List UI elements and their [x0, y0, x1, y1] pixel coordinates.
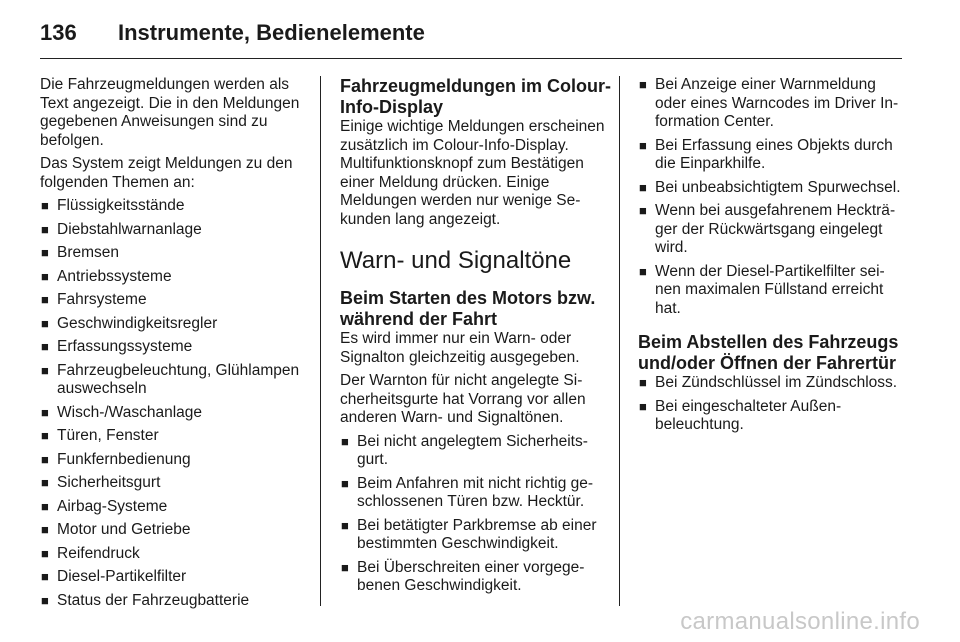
- list-item: ■ Erfassungssysteme: [41, 338, 193, 355]
- list-item: ■ Bei eingeschalteter Außenbeleuchtung.: [639, 397, 842, 433]
- list-item: ■ Bei nicht angelegtem Sicherheitsgurt.: [341, 432, 588, 468]
- list-item: ■ Bei Erfassung eines Objekts durch die Einparkhilfe.: [639, 136, 893, 172]
- bullet-icon: ■: [341, 475, 349, 491]
- bullet-icon: ■: [341, 559, 349, 575]
- intro-paragraph: Die Fahrzeugmeldungen werden als Text angezeigt. Die in den Meldungen gegebenen Anweisungen sind zu befolgen.: [40, 76, 300, 149]
- list-item: ■ Reifendruck: [41, 544, 140, 562]
- list-item: ■ Sicherheitsgurt: [41, 474, 161, 491]
- bullet-icon: ■: [41, 545, 49, 561]
- list-item: ■ Fahrzeugbeleuchtung, Glühlampen auswechseln: [41, 361, 300, 397]
- heading-colour-info-display: Fahrzeugmeldungen im Colour-Info-Display: [340, 76, 612, 117]
- bullet-icon: ■: [639, 77, 647, 92]
- topics-list: [40, 197, 312, 610]
- list-item: ■ Motor und Getriebe: [41, 521, 191, 538]
- list-item: ■ Geschwindigkeitsregler: [41, 314, 218, 332]
- bullet-icon: ■: [41, 522, 49, 537]
- list-item: ■ Wisch-/Waschanlage: [41, 403, 203, 421]
- list-item: ■ Antriebssysteme: [41, 267, 172, 285]
- bullet-icon: ■: [639, 263, 647, 279]
- page-number: 136: [40, 20, 77, 45]
- list-item: ■ Wenn bei ausgefahrenem Heckträger der Rückwärtsgang eingelegt wird.: [639, 202, 896, 256]
- list-item: ■ Flüssigkeitsstände: [41, 197, 185, 214]
- signal-paragraph: Es wird immer nur ein Warn- oder Signalton gleichzeitig ausgegeben.: [340, 330, 580, 366]
- bullet-icon: ■: [41, 475, 49, 490]
- watermark: carmanualsonline.info: [680, 608, 920, 635]
- list-item: ■ Bei Überschreiten einer vorgegebenen Geschwindigkeit.: [341, 558, 585, 594]
- bullet-icon: ■: [41, 268, 49, 284]
- column-1: [40, 76, 312, 615]
- list-item: ■ Bremsen: [41, 244, 120, 261]
- header-rule: [40, 58, 902, 59]
- page-title: Instrumente, Bedienelemente: [118, 20, 425, 45]
- column-3: [638, 76, 904, 440]
- seatbelt-paragraph: Der Warnton für nicht angelegte Sicherheitsgurte hat Vorrang vor allen anderen Warn- und Signaltönen.: [340, 372, 586, 426]
- column-divider-2: [619, 76, 620, 606]
- section-title: Warn- und Signaltöne: [340, 247, 572, 274]
- bullet-icon: ■: [41, 362, 49, 378]
- bullet-icon: ■: [41, 339, 49, 354]
- bullet-icon: ■: [41, 198, 49, 213]
- list-item: ■ Bei Zündschlüssel im Zündschloss.: [639, 374, 898, 391]
- bullet-icon: ■: [341, 433, 349, 449]
- list-item: ■ Diesel-Partikelfilter: [41, 568, 187, 585]
- list-item: ■ Diebstahlwarnanlage: [41, 220, 202, 238]
- bullet-icon: ■: [639, 398, 647, 414]
- bullet-icon: ■: [41, 292, 49, 307]
- column-2: [340, 76, 612, 601]
- bullet-icon: ■: [41, 498, 49, 514]
- list-item: ■ Fahrsysteme: [41, 291, 147, 308]
- warning-conditions-list: [340, 433, 612, 596]
- list-item: ■ Wenn der Diesel-Partikelfilter seinen maximalen Füllstand erreicht hat.: [639, 262, 885, 317]
- bullet-icon: ■: [41, 404, 49, 420]
- list-item: ■ Bei betätigter Parkbremse ab einer bestimmten Geschwindigkeit.: [341, 516, 597, 552]
- bullet-icon: ■: [639, 203, 647, 218]
- topics-intro: Das System zeigt Meldungen zu den folgenden Themen an:: [40, 155, 293, 191]
- bullet-icon: ■: [341, 517, 349, 533]
- bullet-icon: ■: [639, 375, 647, 390]
- list-item: ■ Bei Anzeige einer Warnmeldung oder eines Warncodes im Driver Information Center.: [639, 76, 899, 130]
- list-item: ■ Airbag-Systeme: [41, 497, 168, 515]
- bullet-icon: ■: [41, 428, 49, 443]
- list-item: ■ Funkfernbedienung: [41, 450, 191, 468]
- list-item: ■ Status der Fahrzeugbatterie: [41, 591, 250, 609]
- list-item: ■ Türen, Fenster: [41, 427, 159, 444]
- column-divider-1: [320, 76, 321, 606]
- bullet-icon: ■: [41, 245, 49, 260]
- bullet-icon: ■: [41, 569, 49, 584]
- bullet-icon: ■: [41, 315, 49, 331]
- bullet-icon: ■: [41, 451, 49, 467]
- bullet-icon: ■: [639, 137, 647, 153]
- warning-conditions-list-cont: [638, 76, 904, 318]
- colour-info-paragraph: Einige wichtige Meldungen erscheinen zusätzlich im Colour-Info-Display. Multifunktionsknopf zum Bestätigen einer Meldung drücken. Einige Meldungen werden nur wenige Sekunden lang angezeigt.: [340, 118, 605, 228]
- list-item: ■ Bei unbeabsichtigtem Spurwechsel.: [639, 178, 901, 196]
- stop-conditions-list: [638, 374, 904, 435]
- bullet-icon: ■: [41, 221, 49, 237]
- heading-vehicle-stop: Beim Abstellen des Fahrzeugs und/oder Öffnen der Fahrertür: [638, 332, 899, 373]
- heading-engine-start: Beim Starten des Motors bzw. während der Fahrt: [340, 288, 596, 329]
- page-header: [40, 20, 425, 46]
- bullet-icon: ■: [41, 592, 49, 608]
- bullet-icon: ■: [639, 179, 647, 195]
- list-item: ■ Beim Anfahren mit nicht richtig geschlossenen Türen bzw. Hecktür.: [341, 474, 594, 510]
